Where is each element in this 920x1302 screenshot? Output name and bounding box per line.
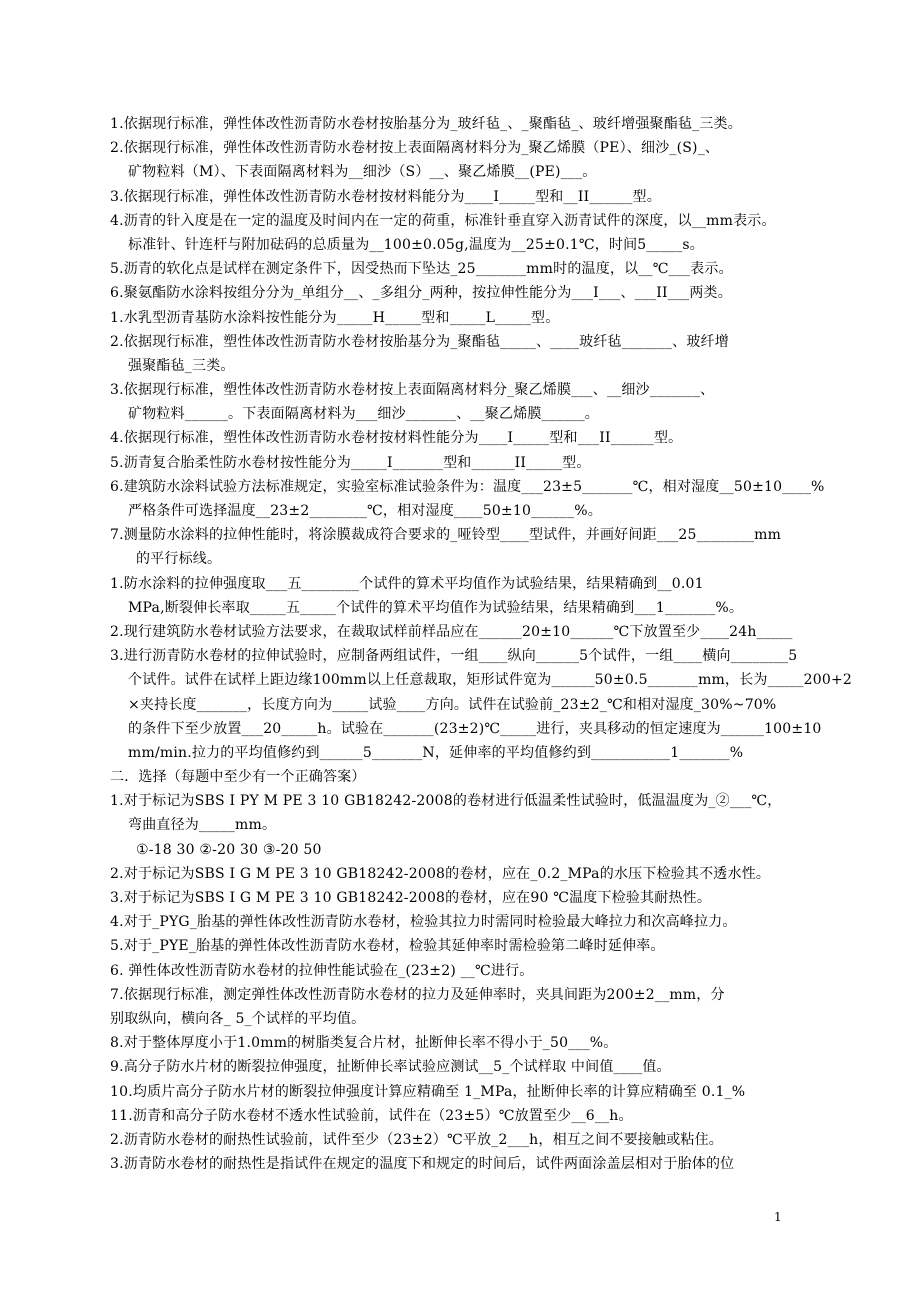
text-line: 2.现行建筑防水卷材试验方法要求，在裁取试样前样品应在______20±10______℃下放置至少____24h_____ bbox=[110, 623, 793, 640]
text-line: mm/min.拉力的平均值修约到______5_______N，延伸率的平均值修约到___________1_______% bbox=[128, 744, 744, 761]
text-line: 个试件。试件在试样上距边缘100mm以上任意裁取，矩形试件宽为______50±0.5_______mm，长为_____200+2 bbox=[128, 672, 852, 689]
text-line: 6. 弹性体改性沥青防水卷材的拉伸性能试验在_(23±2) __℃进行。 bbox=[110, 962, 534, 979]
text-line: 5.沥青的软化点是试样在测定条件下，因受热而下坠达_25_______mm时的温度，以__℃___表示。 bbox=[110, 261, 733, 278]
text-line: 弯曲直径为_____mm。 bbox=[128, 817, 277, 834]
text-line: 1.对于标记为SBS I PY M PE 3 10 GB18242-2008的卷材进行低温柔性试验时，低温温度为_②___℃， bbox=[110, 793, 782, 810]
text-line: 5.对于_PYE_胎基的弹性体改性沥青防水卷材，检验其延伸率时需检验第二峰时延伸率。 bbox=[110, 938, 665, 955]
text-line: 1.防水涂料的拉伸强度取___五________个试件的算术平均值作为试验结果，结果精确到__0.01 bbox=[110, 575, 704, 592]
text-line: 别取纵向，横向各_ 5_个试样的平均值。 bbox=[110, 1010, 366, 1027]
section-heading: 二．选择（每题中至少有一个正确答案） bbox=[110, 769, 366, 786]
text-line: 7.依据现行标准，测定弹性体改性沥青防水卷材的拉力及延伸率时，夹具间距为200±2__mm，分 bbox=[110, 986, 725, 1003]
options-line: ①-18 30 ②-20 30 ③-20 50 bbox=[136, 841, 322, 858]
text-line: 1.依据现行标准，弹性体改性沥青防水卷材按胎基分为_玻纤毡_、_聚酯毡_、玻纤增强聚酯毡_三类。 bbox=[110, 116, 742, 132]
text-line: 2.沥青防水卷材的耐热性试验前，试件至少（23±2）℃平放_2___h，相互之间不要接触或粘住。 bbox=[110, 1131, 723, 1148]
text-line: 7.测量防水涂料的拉伸性能时，将涂膜裁成符合要求的_哑铃型____型试件，并画好间距___25________mm bbox=[110, 527, 782, 544]
text-line: 1.水乳型沥青基防水涂料按性能分为_____H_____型和_____L_____型。 bbox=[110, 309, 560, 326]
text-line: 4.依据现行标准，塑性体改性沥青防水卷材按材料性能分为____I_____型和___II______型。 bbox=[110, 430, 683, 447]
text-line: ×夹持长度_______，长度方向为_____试验____方向。试件在试验前_23±2_℃和相对湿度_30%~70% bbox=[128, 696, 777, 713]
text-line: 3.依据现行标准，塑性体改性沥青防水卷材按上表面隔离材料分_聚乙烯膜___、__细沙_______、 bbox=[110, 382, 715, 399]
text-line: 6.建筑防水涂料试验方法标准规定，实验室标准试验条件为：温度___23±5_______℃，相对湿度__50±10____% bbox=[110, 478, 825, 495]
text-line: 5.沥青复合胎柔性防水卷材按性能分为_____I_______型和______II_____型。 bbox=[110, 454, 591, 471]
text-line: 3.沥青防水卷材的耐热性是指试件在规定的温度下和规定的时间后，试件两面涂盖层相对于胎体的位 bbox=[110, 1156, 735, 1173]
text-line: MPa,断裂伸长率取_____五_____个试件的算术平均值作为试验结果，结果精确到___1_______%。 bbox=[128, 599, 744, 616]
text-line: 矿物粒料（M）、下表面隔离材料为__细沙（S）__、聚乙烯膜__(PE)___。 bbox=[128, 164, 597, 181]
text-line: 强聚酯毡_三类。 bbox=[128, 357, 235, 374]
text-line: 4.沥青的针入度是在一定的温度及时间内在一定的荷重，标准针垂直穿入沥青试件的深度，以__mm表示。 bbox=[110, 212, 776, 229]
text-line: 3.依据现行标准，弹性体改性沥青防水卷材按材料能分为____I_____型和__II______型。 bbox=[110, 188, 661, 205]
text-line: 4.对于_PYG_胎基的弹性体改性沥青防水卷材，检验其拉力时需同时检验最大峰拉力和次高峰拉力。 bbox=[110, 914, 737, 931]
text-line: 2.依据现行标准，弹性体改性沥青防水卷材按上表面隔离材料分为_聚乙烯膜（PE）、细沙_(S)_、 bbox=[110, 140, 720, 157]
text-line: 矿物粒料______。下表面隔离材料为___细沙_______、__聚乙烯膜______。 bbox=[128, 406, 599, 423]
text-line: 10.均质片高分子防水片材的断裂拉伸强度计算应精确至 1_MPa，扯断伸长率的计算应精确至 0.1_% bbox=[110, 1083, 746, 1100]
text-line: 的条件下至少放置___20_____h。试验在_______(23±2)℃_____进行，夹具移动的恒定速度为______100±10 bbox=[128, 720, 822, 737]
question-text-block bbox=[110, 112, 880, 1176]
page-number: 1 bbox=[774, 1210, 782, 1224]
text-line: 2.依据现行标准，塑性体改性沥青防水卷材按胎基分为_聚酯毡_____、____玻纤毡_______、玻纤增 bbox=[110, 333, 729, 350]
text-line: 8.对于整体厚度小于1.0mm的树脂类复合片材，扯断伸长率不得小于_50___%。 bbox=[110, 1035, 618, 1052]
text-line: 严格条件可选择温度__23±2________℃，相对湿度____50±10______%。 bbox=[128, 503, 602, 519]
text-line: 2.对于标记为SBS I G M PE 3 10 GB18242-2008的卷材，应在_0.2_MPa的水压下检验其不透水性。 bbox=[110, 865, 771, 882]
text-line: 9.高分子防水片材的断裂拉伸强度，扯断伸长率试验应测试__5_个试样取 中间值____值。 bbox=[110, 1059, 671, 1076]
text-line: 的平行标线。 bbox=[136, 551, 222, 568]
text-line: 3.进行沥青防水卷材的拉伸试验时，应制备两组试件，一组____纵向______5个试件，一组____横向________5 bbox=[110, 648, 798, 665]
text-line: 3.对于标记为SBS I G M PE 3 10 GB18242-2008的卷材，应在90 ℃温度下检验其耐热性。 bbox=[110, 890, 712, 906]
text-line: 6.聚氨酯防水涂料按组分分为_单组分__、_多组分_两种，按拉伸性能分为___I___、___II___两类。 bbox=[110, 285, 732, 302]
text-line: 11.沥青和高分子防水卷材不透水性试验前，试件在（23±5）℃放置至少__6__h。 bbox=[110, 1107, 633, 1124]
text-line: 标准针、针连杆与附加砝码的总质量为__100±0.05g,温度为__25±0.1℃，时间5_____s。 bbox=[128, 236, 704, 253]
